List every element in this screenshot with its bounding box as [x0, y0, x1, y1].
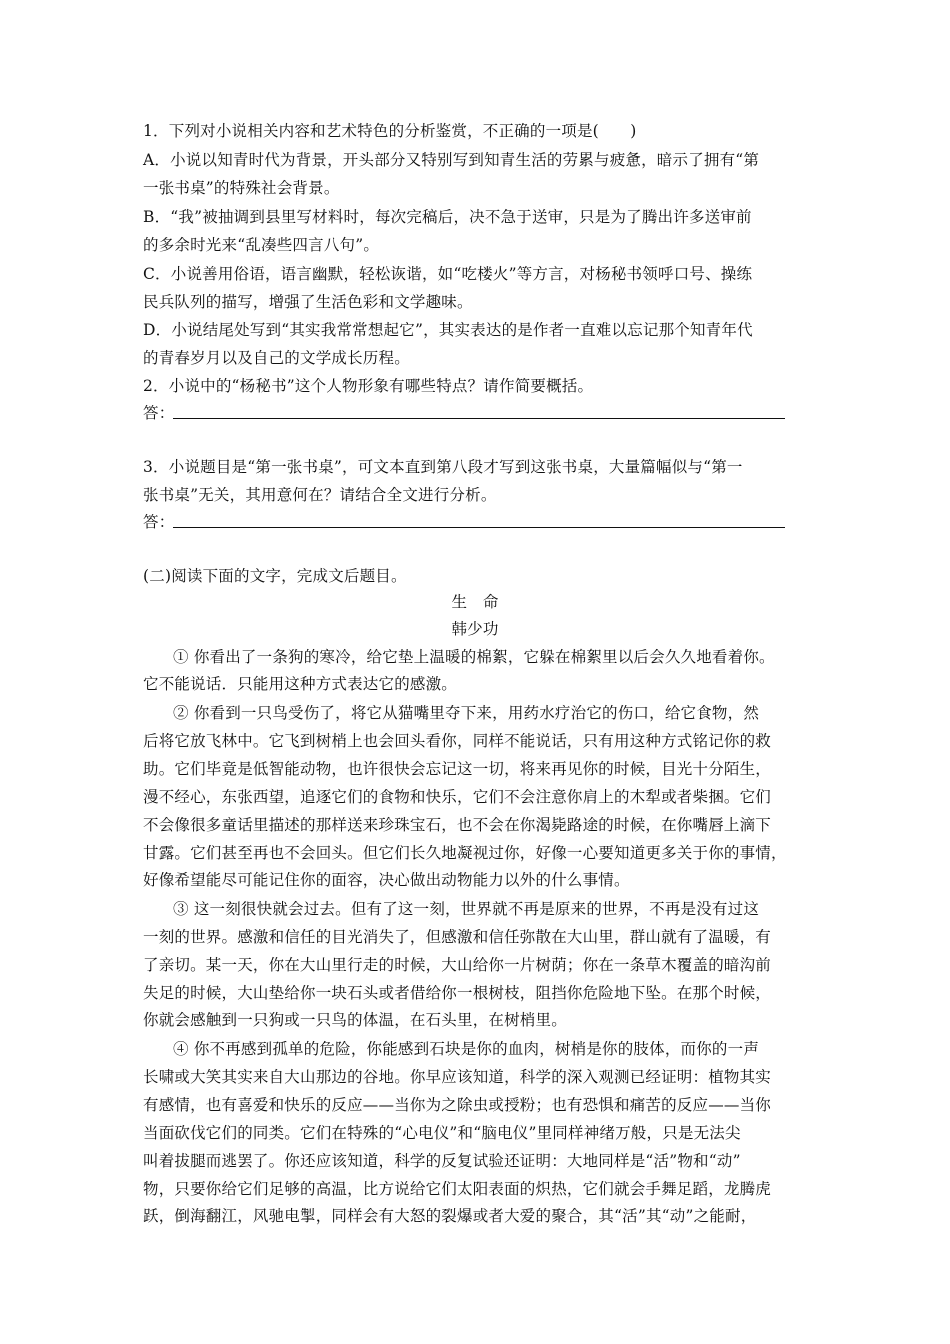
paragraph-4-line: 当面砍伐它们的同类。它们在特殊的“心电仪”和“脑电仪”里同样神绪万般，只是无法尖: [143, 1124, 741, 1142]
paragraph-2-line: ② 你看到一只鸟受伤了，将它从猫嘴里夺下来，用药水疗治它的伤口，给它食物，然: [173, 704, 760, 722]
q1-stem: 1．下列对小说相关内容和艺术特色的分析鉴赏，不正确的一项是( ): [143, 122, 637, 140]
q3-stem-line2: 张书桌”无关，其用意何在？请结合全文进行分析。: [143, 486, 497, 504]
article-title: 生 命: [451, 593, 499, 611]
q1-option-b-line1: B．“我”被抽调到县里写材料时，每次完稿后，决不急于送审，只是为了腾出许多送审前: [143, 208, 752, 226]
q2-answer-label: 答：: [143, 404, 175, 422]
paragraph-3-line: 了亲切。某一天，你在大山里行走的时候，大山给你一片树荫；你在一条草木覆盖的暗沟前: [143, 956, 772, 974]
q2-answer-line[interactable]: [173, 418, 785, 419]
q3-answer-label: 答：: [143, 513, 175, 531]
paragraph-4-line: 物，只要你给它们足够的高温，比方说给它们太阳表面的炽热，它们就会手舞足蹈，龙腾虎: [143, 1180, 772, 1198]
paragraph-4-line: 叫着拔腿而逃罢了。你还应该知道，科学的反复试验还证明：大地同样是“活”物和“动”: [143, 1152, 741, 1170]
paragraph-2-line: 好像希望能尽可能记住你的面容，决心做出动物能力以外的什么事情。: [143, 871, 630, 889]
paragraph-3-line: 失足的时候，大山垫给你一块石头或者借给你一根树枝，阻挡你危险地下坠。在那个时候，: [143, 984, 772, 1002]
q1-option-c-line2: 民兵队列的描写，增强了生活色彩和文学趣味。: [143, 293, 473, 311]
paragraph-4-line: 跃，倒海翻江，风驰电掣，同样会有大怒的裂爆或者大爱的聚合，其“活”其“动”之能耐，: [143, 1207, 757, 1225]
paragraph-4-line: 长啸或大笑其实来自大山那边的谷地。你早应该知道，科学的深入观测已经证明：植物其实: [143, 1068, 772, 1086]
section2-instruction: (二)阅读下面的文字，完成文后题目。: [143, 567, 407, 585]
paragraph-4-line: ④ 你不再感到孤单的危险，你能感到石块是你的血肉，树梢是你的肢体，而你的一声: [173, 1040, 760, 1058]
q3-stem-line1: 3．小说题目是“第一张书桌”，可文本直到第八段才写到这张书桌，大量篇幅似与“第一: [143, 458, 743, 476]
q3-answer-line[interactable]: [173, 527, 785, 528]
paragraph-3-line: ③ 这一刻很快就会过去。但有了这一刻，世界就不再是原来的世界，不再是没有过这: [173, 900, 760, 918]
paragraph-3-line: 一刻的世界。感激和信任的目光消失了，但感激和信任弥散在大山里，群山就有了温暖，有: [143, 928, 772, 946]
paragraph-1-line: ① 你看出了一条狗的寒冷，给它垫上温暖的棉絮，它躲在棉絮里以后会久久地看着你。: [173, 648, 775, 666]
q1-option-a-line1: A．小说以知青时代为背景，开头部分又特别写到知青生活的劳累与疲惫，暗示了拥有“第: [143, 151, 760, 169]
q2-stem: 2．小说中的“杨秘书”这个人物形象有哪些特点？请作简要概括。: [143, 377, 594, 395]
paragraph-2-line: 不会像很多童话里描述的那样送来珍珠宝石，也不会在你渴毙路途的时候，在你嘴唇上滴下: [143, 816, 772, 834]
paragraph-3-line: 你就会感触到一只狗或一只鸟的体温，在石头里，在树梢里。: [143, 1011, 567, 1029]
paragraph-1-line: 它不能说话．只能用这种方式表达它的感激。: [143, 675, 458, 693]
paragraph-2-line: 漫不经心，东张西望，追逐它们的食物和快乐，它们不会注意你肩上的木犁或者柴捆。它们: [143, 788, 772, 806]
q1-option-a-line2: 一张书桌”的特殊社会背景。: [143, 179, 340, 197]
paragraph-4-line: 有感情，也有喜爱和快乐的反应——当你为之除虫或授粉；也有恐惧和痛苦的反应——当你: [143, 1096, 772, 1114]
q1-option-b-line2: 的多余时光来“乱凑些四言八句”。: [143, 236, 380, 254]
q1-option-d-line1: D．小说结尾处写到“其实我常常想起它”，其实表达的是作者一直难以忘记那个知青年代: [143, 321, 753, 339]
q1-option-c-line1: C．小说善用俗语，语言幽默，轻松诙谐，如“吃楼火”等方言，对杨秘书领呼口号、操练: [143, 265, 753, 283]
paragraph-2-line: 甘露。它们甚至再也不会回头。但它们长久地凝视过你，好像一心要知道更多关于你的事情，: [143, 844, 787, 862]
article-author: 韩少功: [451, 620, 499, 638]
paragraph-2-line: 助。它们毕竟是低智能动物，也许很快会忘记这一切，将来再见你的时候，目光十分陌生，: [143, 760, 772, 778]
q1-option-d-line2: 的青春岁月以及自己的文学成长历程。: [143, 349, 410, 367]
paragraph-2-line: 后将它放飞林中。它飞到树梢上也会回头看你，同样不能说话，只有用这种方式铭记你的救: [143, 732, 772, 750]
